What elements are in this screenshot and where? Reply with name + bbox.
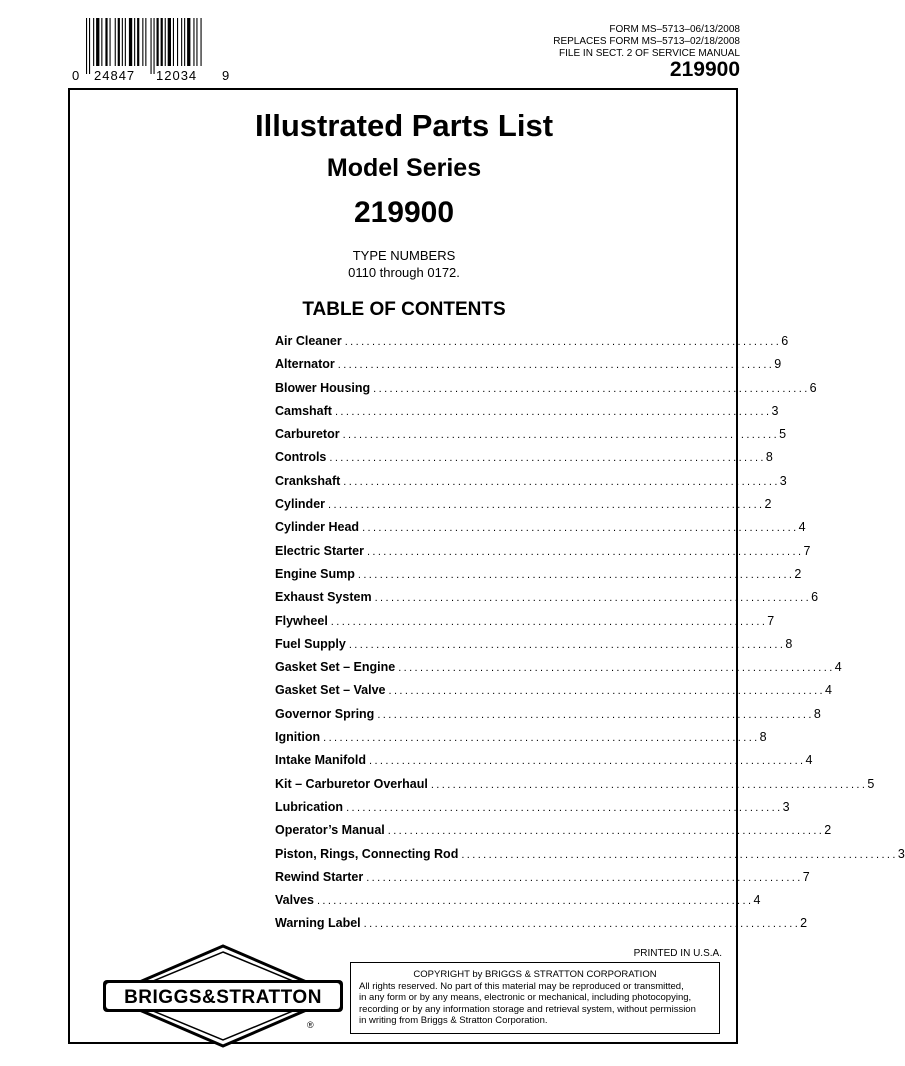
toc-item-label: Cylinder Head bbox=[275, 520, 360, 535]
copyright-box bbox=[350, 962, 720, 1034]
toc-item-label: Warning Label bbox=[275, 916, 361, 931]
barcode-bar bbox=[105, 18, 107, 66]
toc-leader-dots: ................................................................................ bbox=[368, 755, 806, 768]
toc-leader-dots: ................................................................................ bbox=[334, 405, 772, 418]
toc-item-page: 7 bbox=[802, 869, 810, 884]
toc-leader-dots: ................................................................................ bbox=[398, 662, 835, 675]
toc-item-page: 6 bbox=[811, 590, 819, 605]
copyright-line: in any form or by any means, electronic or mechanical, including photocopying, bbox=[359, 992, 692, 1003]
toc-item-label: Alternator bbox=[275, 357, 335, 372]
form-number: 219900 bbox=[669, 58, 740, 81]
copyright-line: in writing from Briggs & Stratton Corporation. bbox=[359, 1015, 548, 1026]
toc-item-label: Gasket Set – Valve bbox=[275, 683, 386, 698]
toc-item bbox=[275, 334, 789, 357]
barcode-bar bbox=[173, 18, 174, 66]
toc-item-page: 7 bbox=[767, 613, 775, 628]
toc-item-page: 3 bbox=[771, 403, 779, 418]
barcode-bars bbox=[86, 18, 220, 74]
toc-item-label: Engine Sump bbox=[275, 566, 355, 581]
toc-item-label: Gasket Set – Engine bbox=[275, 660, 396, 675]
toc-item-page: 2 bbox=[764, 497, 772, 512]
toc-item bbox=[275, 613, 775, 637]
toc-item bbox=[275, 427, 787, 450]
barcode-bar bbox=[145, 18, 146, 66]
barcode-bar bbox=[122, 18, 123, 66]
barcode-bar bbox=[110, 18, 111, 66]
barcode-bar bbox=[129, 18, 132, 66]
toc-leader-dots: ................................................................................ bbox=[323, 732, 760, 745]
toc-leader-dots: ................................................................................ bbox=[330, 615, 768, 628]
toc-item bbox=[275, 543, 811, 567]
toc-item bbox=[275, 823, 832, 846]
toc-heading: TABLE OF CONTENTS bbox=[302, 299, 506, 320]
toc-item-page: 4 bbox=[834, 660, 842, 675]
toc-item bbox=[275, 473, 787, 497]
barcode-bar bbox=[184, 18, 185, 66]
toc-item-page: 6 bbox=[809, 380, 817, 395]
type-numbers-range: 0110 through 0172. bbox=[348, 265, 460, 280]
toc-item-page: 4 bbox=[825, 683, 832, 698]
toc-item-label: Operator’s Manual bbox=[275, 823, 385, 838]
toc-item bbox=[275, 753, 813, 776]
barcode-bar bbox=[151, 18, 152, 74]
registered-mark: ® bbox=[307, 1020, 314, 1030]
toc-item bbox=[275, 357, 782, 380]
form-info bbox=[553, 24, 740, 60]
toc-item-label: Rewind Starter bbox=[275, 869, 364, 884]
barcode-bar bbox=[115, 18, 116, 66]
toc-item bbox=[275, 799, 790, 823]
toc-leader-dots: ................................................................................ bbox=[342, 429, 780, 442]
toc-item bbox=[275, 380, 817, 404]
copyright-line: recording or by any information storage and retrieval system, without permission bbox=[359, 1003, 696, 1015]
printed-in: PRINTED IN U.S.A. bbox=[633, 948, 722, 959]
toc-item bbox=[275, 497, 772, 520]
toc-item bbox=[275, 683, 832, 706]
barcode-bar bbox=[181, 18, 182, 66]
toc-item bbox=[275, 730, 767, 753]
toc-item bbox=[275, 520, 806, 543]
toc-item-label: Carburetor bbox=[275, 427, 340, 442]
toc-item bbox=[275, 403, 779, 427]
toc-leader-dots: ................................................................................ bbox=[373, 382, 810, 395]
barcode-bar bbox=[193, 18, 194, 66]
toc-item-page: 9 bbox=[774, 357, 782, 372]
type-numbers bbox=[0, 247, 808, 281]
toc-leader-dots: ................................................................................ bbox=[377, 708, 814, 721]
barcode-bar bbox=[134, 18, 135, 66]
toc-leader-dots: ................................................................................ bbox=[362, 522, 799, 535]
toc-item-page: 8 bbox=[785, 636, 793, 651]
toc-leader-dots: ................................................................................ bbox=[337, 359, 775, 372]
barcode-bar bbox=[125, 18, 126, 66]
barcode-digit-system: 0 bbox=[72, 68, 81, 83]
form-line: FORM MS–5713–06/13/2008 bbox=[609, 24, 740, 35]
toc-item-page: 8 bbox=[813, 706, 821, 721]
barcode-bar bbox=[157, 18, 159, 66]
toc-leader-dots: ................................................................................ bbox=[388, 685, 825, 698]
toc-item-label: Intake Manifold bbox=[275, 753, 366, 768]
barcode-bar bbox=[137, 18, 139, 66]
toc-item-label: Piston, Rings, Connecting Rod bbox=[275, 846, 459, 861]
barcode-digit-manufacturer: 24847 bbox=[94, 68, 136, 83]
barcode-bar bbox=[154, 18, 155, 74]
toc-leader-dots: ................................................................................ bbox=[363, 918, 801, 931]
toc-item bbox=[275, 846, 905, 870]
toc-leader-dots: ................................................................................ bbox=[346, 801, 783, 814]
toc-item-label: Lubrication bbox=[275, 799, 344, 814]
barcode-bar bbox=[118, 18, 120, 66]
toc-item bbox=[275, 660, 842, 683]
toc-leader-dots: ................................................................................ bbox=[348, 638, 786, 651]
toc-item bbox=[275, 590, 819, 613]
barcode-bar bbox=[196, 18, 197, 66]
barcode-bar bbox=[93, 18, 94, 66]
barcode-bar bbox=[168, 18, 171, 66]
barcode-digit-product: 12034 bbox=[156, 68, 198, 83]
toc-leader-dots: ................................................................................ bbox=[329, 452, 766, 465]
replaces-line: REPLACES FORM MS–5713–02/18/2008 bbox=[553, 36, 740, 47]
toc-leader-dots: ................................................................................ bbox=[374, 592, 812, 605]
toc-item-page: 2 bbox=[824, 823, 832, 838]
toc-item-label: Kit – Carburetor Overhaul bbox=[275, 776, 428, 791]
toc-list bbox=[275, 334, 905, 940]
page-title: Illustrated Parts List bbox=[254, 108, 554, 143]
barcode-bar bbox=[101, 18, 102, 66]
copyright-title: COPYRIGHT by BRIGGS & STRATTON CORPORATION bbox=[413, 969, 657, 980]
toc-item-label: Ignition bbox=[275, 730, 321, 745]
toc-leader-dots: ................................................................................ bbox=[366, 545, 804, 558]
toc-leader-dots: ................................................................................ bbox=[387, 825, 825, 838]
toc-item-label: Fuel Supply bbox=[275, 636, 346, 651]
barcode-bar bbox=[142, 18, 143, 66]
toc-leader-dots: ................................................................................ bbox=[357, 568, 795, 581]
toc-item bbox=[275, 893, 761, 916]
toc-item-page: 4 bbox=[798, 520, 806, 535]
toc-item-label: Crankshaft bbox=[275, 473, 341, 488]
toc-item bbox=[275, 869, 810, 893]
toc-item-page: 3 bbox=[897, 846, 905, 861]
barcode-digits bbox=[72, 68, 232, 86]
toc-item bbox=[275, 776, 875, 800]
toc-item-page: 7 bbox=[803, 543, 811, 558]
toc-item-page: 3 bbox=[779, 473, 787, 488]
toc-leader-dots: ................................................................................ bbox=[328, 499, 765, 512]
toc-item bbox=[275, 566, 802, 590]
toc-item-page: 8 bbox=[765, 450, 773, 465]
toc-leader-dots: ................................................................................ bbox=[430, 778, 868, 791]
toc-item-page: 5 bbox=[867, 776, 875, 791]
toc-item-label: Cylinder bbox=[275, 497, 326, 512]
barcode-bar bbox=[187, 18, 190, 66]
toc-item-label: Exhaust System bbox=[275, 590, 372, 605]
barcode-bar bbox=[161, 18, 163, 66]
page-subtitle: Model Series bbox=[326, 154, 482, 182]
barcode-bar bbox=[201, 18, 202, 66]
toc-item-page: 2 bbox=[800, 916, 808, 931]
toc-item-label: Governor Spring bbox=[275, 706, 375, 721]
toc-leader-dots: ................................................................................ bbox=[366, 871, 803, 884]
toc-item bbox=[275, 450, 773, 473]
toc-item-page: 2 bbox=[794, 566, 802, 581]
logo-text: BRIGGS&STRATTON bbox=[124, 987, 322, 1008]
barcode-bar bbox=[86, 18, 87, 74]
toc-item-label: Camshaft bbox=[275, 403, 332, 418]
toc-item-label: Flywheel bbox=[275, 613, 328, 628]
toc-item bbox=[275, 636, 793, 660]
barcode-bar bbox=[177, 18, 178, 66]
toc-item-label: Controls bbox=[275, 450, 327, 465]
barcode-bar bbox=[165, 18, 166, 66]
toc-item-label: Valves bbox=[275, 893, 314, 908]
toc-item-label: Electric Starter bbox=[275, 543, 364, 558]
briggs-stratton-logo bbox=[103, 944, 343, 1048]
toc-item bbox=[275, 916, 808, 939]
toc-item-page: 4 bbox=[805, 753, 813, 768]
type-numbers-label: TYPE NUMBERS bbox=[352, 248, 456, 263]
toc-leader-dots: ................................................................................ bbox=[344, 336, 782, 348]
toc-leader-dots: ................................................................................ bbox=[461, 848, 898, 861]
toc-leader-dots: ................................................................................ bbox=[316, 895, 754, 908]
toc-item-page: 8 bbox=[759, 730, 767, 745]
model-number: 219900 bbox=[353, 196, 455, 229]
barcode-digit-check: 9 bbox=[222, 68, 231, 83]
toc-item-label: Blower Housing bbox=[275, 380, 371, 395]
toc-item bbox=[275, 706, 821, 730]
toc-item-page: 5 bbox=[779, 427, 787, 442]
toc-leader-dots: ................................................................................ bbox=[343, 475, 780, 488]
toc-item-label: Air Cleaner bbox=[275, 334, 342, 348]
toc-item-page: 6 bbox=[781, 334, 789, 348]
barcode-bar bbox=[89, 18, 90, 74]
toc-item-page: 3 bbox=[782, 799, 790, 814]
file-line: FILE IN SECT. 2 OF SERVICE MANUAL bbox=[559, 48, 740, 59]
barcode bbox=[72, 18, 232, 88]
toc-item-page: 4 bbox=[753, 893, 761, 908]
copyright-line: All rights reserved. No part of this material may be reproduced or transmitted, bbox=[359, 980, 684, 992]
barcode-bar bbox=[96, 18, 99, 66]
